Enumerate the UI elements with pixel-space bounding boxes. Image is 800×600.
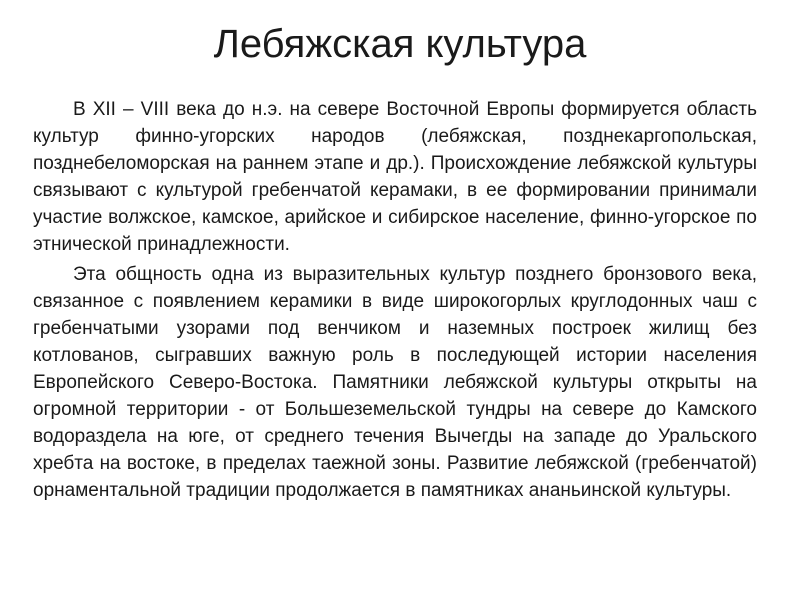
body-paragraph-1: В XII – VIII века до н.э. на севере Восточной Европы формируется область культур финно-угорских народов (лебяжская, позднекаргопольская, позднебеломорская на раннем этапе и др.). Происхождение лебяжской культуры связывают с культурой гребенчатой керамаки, в ее формировании принимали участие волжское, камское, арийское и сибирское население, финно-угорское по этнической принадлежности. — [33, 99, 757, 255]
body-paragraph-2: Эта общность одна из выразительных культур позднего бронзового века, связанное с появлением керамики в виде широкогорлых круглодонных чаш с гребенчатыми узорами под венчиком и наземных построек жилищ без котлованов, сыгравших важную роль в последующей истории населения Европейского Северо-Востока. Памятники лебяжской культуры открыты на огромной территории - от Большеземельской тундры на севере до Камского водораздела на юге, от среднего течения Вычегды на западе до Уральского хребта на востоке, в пределах таежной зоны. Развитие лебяжской (гребенчатой) орнаментальной традиции продолжается в памятниках ананьинской культуры. — [33, 264, 757, 501]
slide-body — [33, 97, 757, 509]
slide-title: Лебяжская культура — [213, 22, 587, 66]
